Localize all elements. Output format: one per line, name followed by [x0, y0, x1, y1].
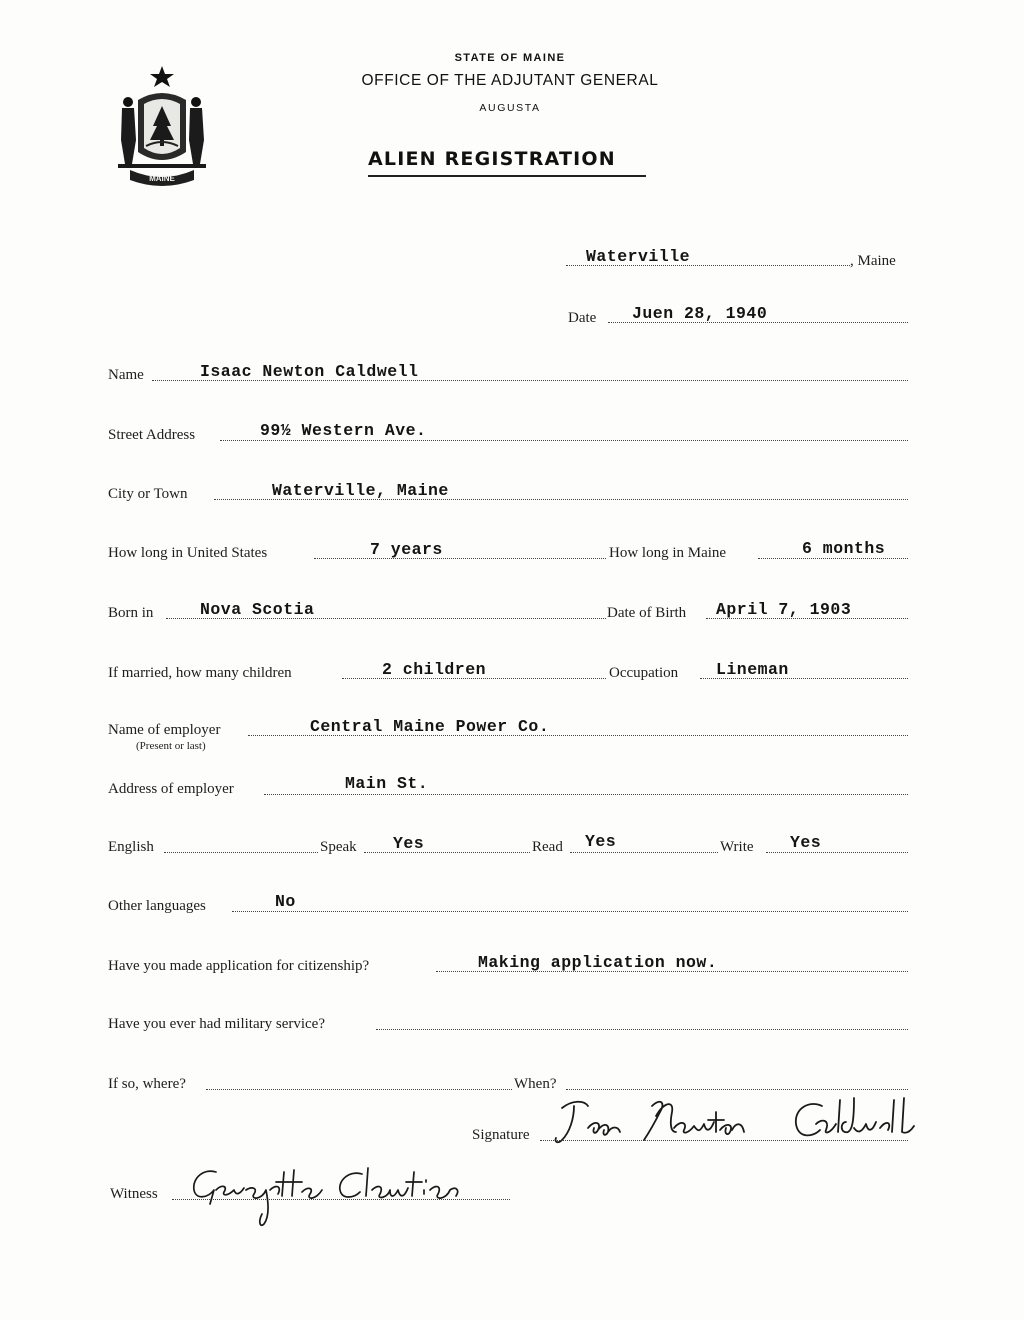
english-line — [164, 852, 318, 853]
citizenship-value: Making application now. — [478, 953, 718, 972]
state-seal-icon — [108, 60, 216, 188]
dob-label: Date of Birth — [607, 605, 687, 621]
where-line — [206, 1089, 512, 1090]
date-value: Juen 28, 1940 — [632, 304, 768, 323]
name-value: Isaac Newton Caldwell — [200, 362, 419, 381]
write-line — [766, 852, 908, 853]
date-label: Date — [568, 310, 597, 326]
english-label: English — [108, 839, 154, 855]
born-value: Nova Scotia — [200, 600, 315, 619]
city-label: City or Town — [108, 486, 188, 502]
speak-line — [364, 852, 530, 853]
occupation-label: Occupation — [609, 665, 679, 681]
maine-duration-value: 6 months — [802, 539, 886, 558]
place-suffix: , Maine — [850, 253, 896, 269]
read-value: Yes — [585, 832, 617, 851]
name-label: Name — [108, 367, 144, 383]
employer-label: Name of employer — [108, 722, 221, 738]
born-label: Born in — [108, 605, 154, 621]
when-line — [566, 1089, 908, 1090]
street-value: 99½ Western Ave. — [260, 421, 427, 440]
city-value: Waterville, Maine — [272, 481, 449, 500]
write-value: Yes — [790, 833, 822, 852]
children-label: If married, how many children — [108, 665, 292, 681]
where-label: If so, where? — [108, 1076, 186, 1092]
city-heading: AUGUSTA — [479, 102, 541, 114]
read-label: Read — [532, 839, 563, 855]
when-label: When? — [514, 1076, 557, 1092]
us-duration-label: How long in United States — [108, 545, 268, 561]
maine-duration-label: How long in Maine — [609, 545, 727, 561]
read-line — [570, 852, 718, 853]
dob-value: April 7, 1903 — [716, 600, 852, 619]
seal-banner-text: MAINE — [149, 174, 175, 183]
citizenship-label: Have you made application for citizenship? — [108, 958, 370, 974]
office-heading: OFFICE OF THE ADJUTANT GENERAL — [361, 72, 659, 89]
us-duration-line — [314, 558, 606, 559]
employer-value: Central Maine Power Co. — [310, 717, 550, 736]
employer-address-label: Address of employer — [108, 781, 234, 797]
speak-value: Yes — [393, 834, 425, 853]
military-line — [376, 1029, 908, 1030]
form-title: ALIEN REGISTRATION — [368, 148, 616, 170]
place-value: Waterville — [586, 247, 691, 266]
employer-address-line — [264, 794, 908, 795]
us-duration-value: 7 years — [370, 540, 443, 559]
state-heading: STATE OF MAINE — [454, 52, 566, 64]
title-underline — [368, 175, 646, 177]
other-languages-value: No — [275, 892, 296, 911]
write-label: Write — [720, 839, 754, 855]
witness-handwriting — [176, 1160, 516, 1234]
signature-label: Signature — [472, 1127, 530, 1143]
maine-duration-line — [758, 558, 908, 559]
street-line — [220, 440, 908, 441]
employer-sublabel: (Present or last) — [136, 740, 206, 752]
military-label: Have you ever had military service? — [108, 1016, 325, 1032]
witness-label: Witness — [110, 1186, 158, 1202]
other-languages-label: Other languages — [108, 898, 206, 914]
other-languages-line — [232, 911, 908, 912]
children-value: 2 children — [382, 660, 487, 679]
speak-label: Speak — [320, 839, 357, 855]
street-label: Street Address — [108, 427, 196, 443]
occupation-value: Lineman — [716, 660, 789, 679]
signature-handwriting — [548, 1092, 948, 1150]
employer-address-value: Main St. — [345, 774, 429, 793]
